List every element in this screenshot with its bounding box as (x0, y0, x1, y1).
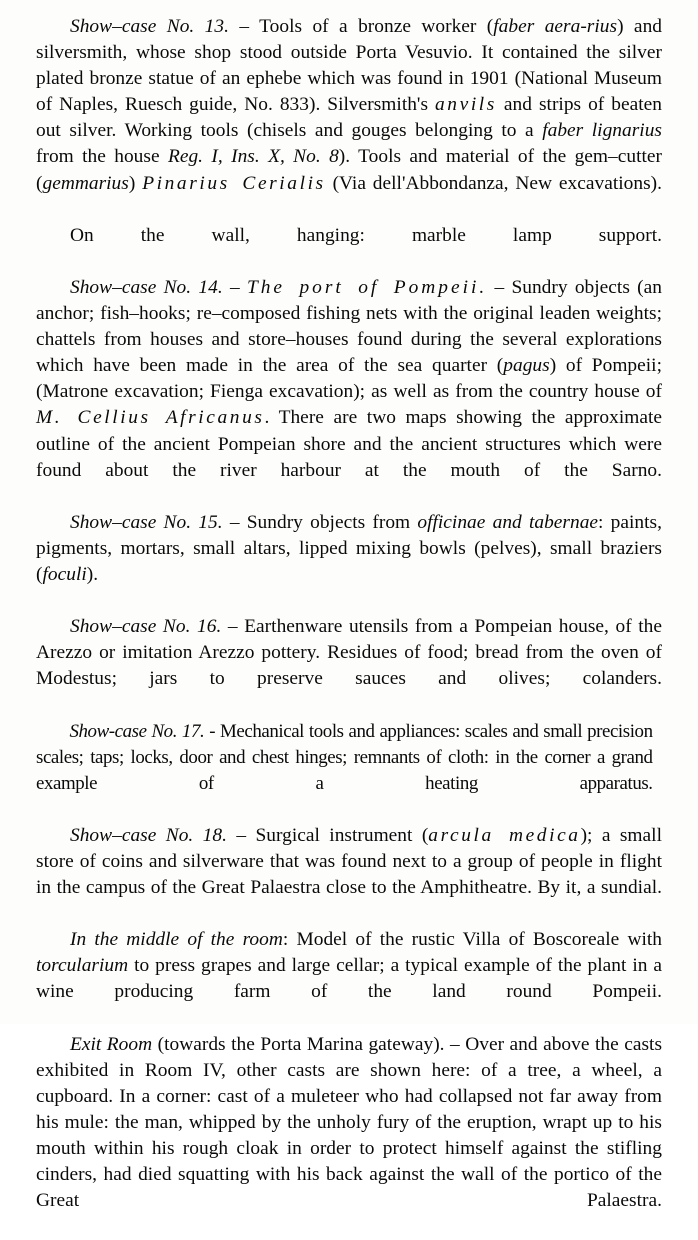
runin-heading-showcase-18: Show–case No. 18. (70, 824, 227, 846)
emphasized-term-anvils: anvils (435, 94, 497, 116)
paragraph-showcase-16 (36, 614, 662, 718)
body-text: ); a small store of coins and silverware that was found next to a group of people in flight in the campus of the Great Palaestra close to the Amphitheatre. By it, a sundial. (36, 824, 662, 899)
latin-term-pagus: pagus (503, 355, 550, 377)
page-text-block (36, 14, 662, 1240)
paragraph-middle-of-room (36, 927, 662, 1031)
em-dash-separator: – (487, 276, 512, 298)
paragraph-showcase-13 (36, 14, 662, 223)
body-text: Surgical instrument ( (255, 824, 429, 846)
runin-heading-showcase-17: Show-case No. 17. (69, 720, 205, 742)
em-dash-separator: – (222, 276, 247, 298)
em-dash-separator: – (221, 616, 245, 638)
body-text: ) (128, 172, 143, 194)
em-dash-separator: – (226, 824, 256, 846)
em-dash-separator: – (222, 511, 247, 533)
runin-heading-showcase-14: Show–case No. 14. (70, 276, 223, 298)
latin-term-arcula-medica: arcula medica (428, 824, 581, 846)
em-dash-separator: – (228, 16, 260, 37)
body-text: On the wall, hanging: marble lamp support. (70, 224, 662, 246)
body-text: Mechanical tools and appliances: scales and small precision scales; taps; locks, door and chest hinges; remnants of cloth: in the corner a grand example of a heating apparatus. (36, 720, 653, 794)
paragraph-showcase-18 (36, 823, 662, 927)
body-text: Tools of a bronze worker ( (259, 16, 494, 37)
body-text: : Model of the rustic Villa of Boscoreale with (282, 929, 662, 951)
proper-name-pinarius-cerialis: Pinarius Cerialis (142, 172, 326, 194)
body-text: and strips of beaten out silver. Working tools (chisels and gouges belonging to a (36, 94, 662, 142)
latin-term-faber-aerarius-part2: rius (586, 16, 618, 37)
latin-term-faber-lignarius: faber lignarius (542, 120, 662, 142)
proper-name-cellius-africanus: M. Cellius Africanus (36, 407, 265, 429)
body-text: Sundry objects from (246, 511, 418, 533)
body-text: Earthenware utensils from a Pompeian house, of the Arezzo or imitation Arezzo pottery. Residues of food; bread from the oven of Modestus; jars to preserve sauces and olives; colanders. (36, 616, 663, 690)
runin-heading-exit-room: Exit Room (70, 1033, 153, 1055)
runin-heading-showcase-13: Show–case No. 13. (70, 16, 229, 37)
house-reference: Reg. I, Ins. X, No. 8 (167, 146, 339, 168)
paragraph-showcase-17 (36, 719, 653, 823)
body-text: : paints, pigments, mortars, small altars, lipped mixing bowls (pelves), small braziers ( (36, 511, 662, 585)
body-text: (National Museum of Naples, Ruesch guide, No. (36, 68, 663, 116)
latin-term-gemmarius: gemmarius (42, 172, 129, 194)
paragraph-showcase-14 (36, 275, 662, 510)
year-1901: 1901 (469, 68, 509, 90)
body-text: ) and silversmith, whose shop stood outside Porta Vesuvio. It contained the silver plated bronze statue of an ephebe which was found in (36, 16, 662, 90)
em-dash-separator: - (204, 720, 221, 742)
runin-heading-middle-of-room: In the middle of the room (70, 929, 283, 951)
section-title-port-of-pompeii: The port of Pompeii. (246, 276, 488, 298)
paragraph-showcase-15 (36, 510, 662, 614)
body-text: (Via dell'Abbondanza, New excavations). (325, 172, 662, 194)
catalogue-number-833: 833 (279, 94, 309, 116)
body-text: ). (86, 563, 99, 585)
runin-heading-showcase-15: Show–case No. 15. (70, 511, 223, 533)
body-text: ) of Pompeii; (Matrone excavation; Fienga excavation); as well as from the country house of (36, 355, 662, 403)
body-text: . There are two maps showing the approximate outline of the ancient Pompeian shore and the ancient structures which were found about the river harbour at the mouth of the Sarno. (36, 407, 662, 481)
latin-term-torcularium: torcularium (36, 955, 129, 977)
latin-term-officinae-tabernae: officinae and tabernae (417, 511, 599, 533)
runin-heading-showcase-16: Show–case No. 16. (70, 616, 222, 638)
paragraph-exit-room (36, 1032, 662, 1240)
body-text: from the house (36, 146, 168, 168)
latin-term-foculi: foculi (42, 563, 87, 585)
body-text: ). Silversmith's (308, 94, 436, 116)
body-text: to press grapes and large cellar; a typical example of the plant in a wine producing farm of the land round Pompeii. (36, 955, 662, 1003)
body-text: ). Tools and material of the gem–cutter ( (36, 146, 662, 194)
paragraph-on-the-wall (36, 223, 662, 275)
body-text: Sundry objects (an anchor; fish–hooks; re–composed fishing nets with the original leaden weights; chattels from houses and store–houses found during the several explorations which have been made in the area of the sea quarter ( (36, 276, 662, 377)
latin-term-faber-aerarius-part1: faber aera- (493, 16, 587, 37)
body-text: (towards the Porta Marina gateway). – Over and above the casts exhibited in Room IV, other casts are shown here: of a tree, a wheel, a cupboard. In a corner: cast of a muleteer who had collapsed not far away from his mule: the man, whipped by the unholy fury of the eruption, wrapt up to his mouth within his rough cloak in order to protect himself against the stifling cinders, had died squatting with his back against the wall of the portico of the Great Palaestra. (36, 1033, 663, 1212)
